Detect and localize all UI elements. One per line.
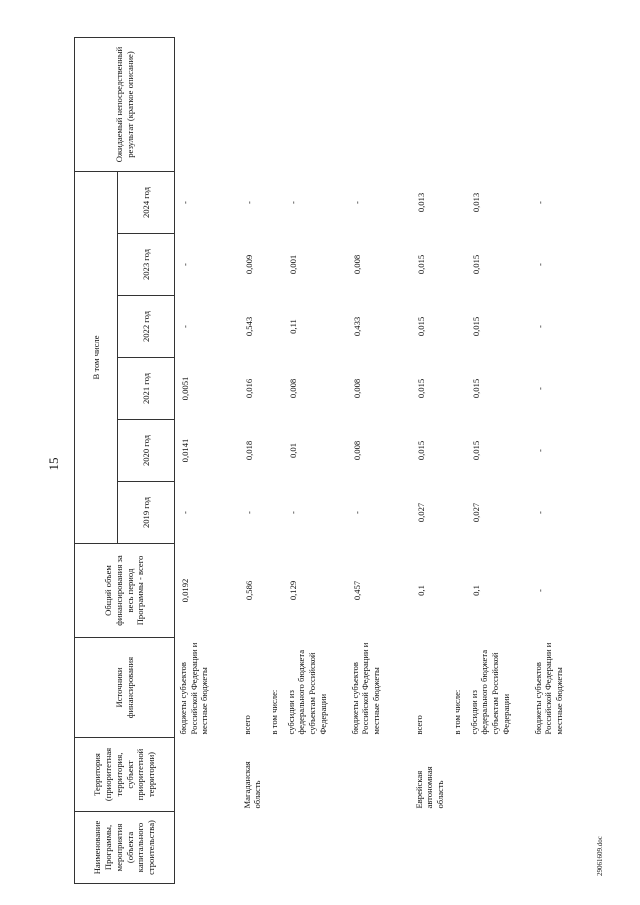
cell-2020: 0,015: [415, 440, 426, 461]
cell-2020: 0,0141: [180, 438, 190, 463]
cell-result: [283, 38, 347, 172]
cell-program: [239, 812, 266, 884]
cell-2021: 0,008: [287, 378, 298, 399]
cell-2019: 0,027: [415, 502, 426, 523]
cell-program: [411, 812, 449, 884]
cell-total: [449, 544, 466, 638]
cell-2021: 0,016: [243, 378, 254, 399]
cell-2020: [266, 420, 283, 482]
header-total: Общий объем финансирования за весь период Программы - всего: [75, 544, 175, 638]
cell-program: [347, 812, 411, 884]
table-row: [175, 38, 239, 884]
cell-2022: -: [180, 325, 190, 328]
cell-total: 0,129: [287, 580, 298, 601]
table-row: [411, 38, 449, 884]
cell-2019: -: [243, 511, 254, 514]
cell-source: бюджеты субъектов Российской Федерации и местные бюджеты: [349, 642, 382, 735]
cell-2024: [266, 172, 283, 234]
cell-program: [283, 812, 347, 884]
cell-2019: -: [287, 511, 298, 514]
cell-territory: [347, 738, 411, 812]
cell-result: [449, 38, 466, 172]
header-program-name: Наименование Программы, мероприятия (объекта капитального строительства): [75, 812, 175, 884]
cell-result: [239, 38, 266, 172]
cell-2024: 0,013: [470, 192, 481, 213]
cell-source: субсидии из федерального бюджета субъектам Российской Федерации: [468, 649, 511, 735]
table-row: [347, 38, 411, 884]
cell-result: [411, 38, 449, 172]
cell-2021: -: [534, 387, 545, 390]
cell-2019: [449, 482, 466, 544]
table-row: [283, 38, 347, 884]
cell-total: 0,457: [351, 580, 362, 601]
cell-2021: 0,015: [415, 378, 426, 399]
cell-2019: -: [180, 511, 190, 514]
header-year: 2024 год: [118, 172, 175, 234]
cell-result: [530, 38, 594, 172]
cell-territory: [283, 738, 347, 812]
cell-2024: 0,013: [415, 192, 426, 213]
cell-total: 0,0192: [180, 578, 190, 603]
cell-2023: [449, 234, 466, 296]
header-result: Ожидаемый непосредственный результат (краткое описание): [75, 38, 175, 172]
cell-total: 0,1: [470, 585, 481, 596]
cell-2022: 0,11: [287, 319, 298, 334]
cell-2022: 0,543: [243, 316, 254, 337]
table-row: [449, 38, 466, 884]
table-row: [239, 38, 266, 884]
cell-total: -: [534, 589, 545, 592]
cell-2022: 0,015: [470, 316, 481, 337]
cell-program: [449, 812, 466, 884]
header-sources: Источники финансирования: [75, 638, 175, 738]
financing-table: [74, 37, 594, 884]
cell-2024: -: [287, 201, 298, 204]
cell-2023: 0,009: [243, 254, 254, 275]
cell-2023: -: [180, 263, 190, 266]
cell-2022: 0,015: [415, 316, 426, 337]
header-year: 2020 год: [118, 420, 175, 482]
cell-2019: -: [534, 511, 545, 514]
header-year: 2022 год: [118, 296, 175, 358]
cell-source: всего: [241, 715, 252, 735]
cell-2024: -: [243, 201, 254, 204]
cell-2022: 0,433: [351, 316, 362, 337]
cell-source: бюджеты субъектов Российской Федерации и местные бюджеты: [532, 642, 565, 735]
cell-2024: -: [180, 201, 190, 204]
table-row: [266, 38, 283, 884]
cell-result: [266, 38, 283, 172]
table-row: [530, 38, 594, 884]
cell-2022: [449, 296, 466, 358]
cell-2023: 0,008: [351, 254, 362, 275]
cell-2021: 0,0051: [180, 376, 190, 401]
cell-2020: 0,015: [470, 440, 481, 461]
cell-result: [175, 38, 239, 172]
cell-source: субсидии из федерального бюджета субъектам Российской Федерации: [285, 649, 328, 735]
cell-2024: -: [534, 201, 545, 204]
cell-total: [266, 544, 283, 638]
cell-territory: [449, 738, 466, 812]
cell-program: [530, 812, 594, 884]
header-territory: Территория (приоритетная территория, субъект приоритетной территории): [75, 738, 175, 812]
cell-2024: -: [351, 201, 362, 204]
cell-result: [347, 38, 411, 172]
cell-2019: 0,027: [470, 502, 481, 523]
cell-2021: 0,015: [470, 378, 481, 399]
cell-territory: [530, 738, 594, 812]
cell-2021: 0,008: [351, 378, 362, 399]
header-year: 2019 год: [118, 482, 175, 544]
cell-result: [466, 38, 530, 172]
cell-territory: Магаданская область: [241, 761, 263, 809]
cell-2020: 0,008: [351, 440, 362, 461]
cell-territory: Еврейская автономная область: [413, 766, 446, 809]
cell-2020: 0,018: [243, 440, 254, 461]
cell-program: [175, 812, 239, 884]
header-year: 2021 год: [118, 358, 175, 420]
cell-2024: [449, 172, 466, 234]
cell-total: 0,586: [243, 580, 254, 601]
cell-program: [266, 812, 283, 884]
cell-2023: 0,015: [470, 254, 481, 275]
cell-2020: 0,01: [287, 442, 298, 459]
cell-2023: -: [534, 263, 545, 266]
cell-source: бюджеты субъектов Российской Федерации и местные бюджеты: [178, 642, 210, 735]
cell-source: в том числе:: [268, 689, 279, 735]
cell-2022: [266, 296, 283, 358]
table-row: [466, 38, 530, 884]
footer-code: 29061609.doc: [596, 836, 604, 876]
cell-2020: [449, 420, 466, 482]
financing-table-container: [74, 38, 607, 884]
header-group: В том числе: [75, 172, 118, 544]
cell-program: [466, 812, 530, 884]
cell-territory: [266, 738, 283, 812]
cell-2022: -: [534, 325, 545, 328]
cell-2020: -: [534, 449, 545, 452]
cell-source: всего: [413, 715, 424, 735]
cell-2023: [266, 234, 283, 296]
cell-2019: [266, 482, 283, 544]
cell-2023: 0,015: [415, 254, 426, 275]
cell-territory: [466, 738, 530, 812]
cell-2019: -: [351, 511, 362, 514]
cell-2021: [266, 358, 283, 420]
header-year: 2023 год: [118, 234, 175, 296]
cell-source: в том числе:: [451, 689, 462, 735]
cell-territory: [175, 738, 239, 812]
cell-total: 0,1: [415, 585, 426, 596]
page-number: 15: [46, 457, 61, 471]
cell-2021: [449, 358, 466, 420]
cell-2023: 0,001: [287, 254, 298, 275]
